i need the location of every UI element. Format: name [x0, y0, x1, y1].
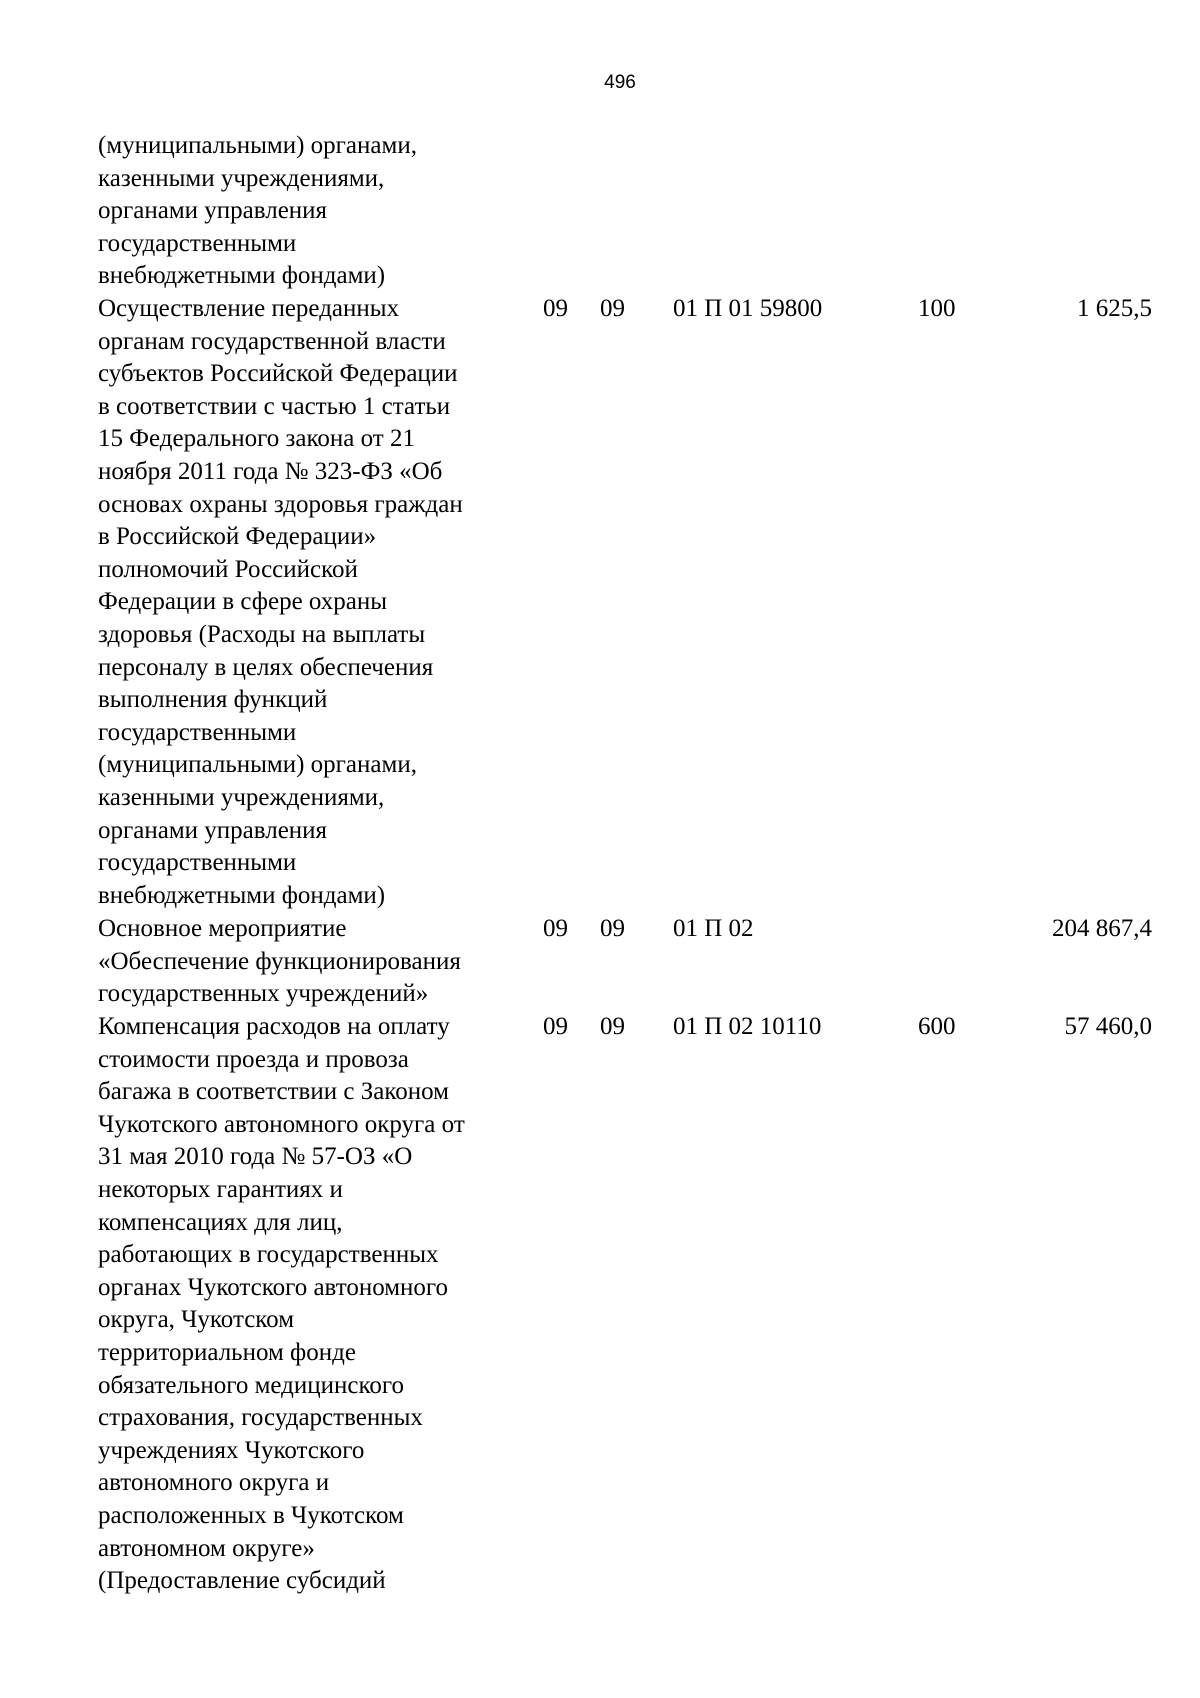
row-description: (муниципальными) органами, казенными учреждениями, органами управления государственными внебюджетными фондами) [98, 132, 417, 290]
row-description: Основное мероприятие «Обеспечение функционирования государственных учреждений» [98, 915, 461, 1008]
row-amount: 1 625,5 [1077, 295, 1152, 322]
row-description: Осуществление переданных органам государственной власти субъектов Российской Федерации в соответствии с частью 1 статьи 15 Федерального закона от 21 ноября 2011 года № 323-ФЗ «Об основах охраны здоровья граждан в Российской Федерации» полномочий Российской Федерации в сфере охраны здоровья (Расходы на выплаты персоналу в целях обеспечения выполнения функций государственными (муниципальными) органами, казенными учреждениями, органами управления государственными внебюджетными фондами) [98, 295, 463, 909]
row-amount: 204 867,4 [1052, 915, 1152, 942]
row-subsection-code: 09 [600, 1013, 625, 1040]
row-amount: 57 460,0 [1064, 1013, 1152, 1040]
row-subsection-code: 09 [600, 295, 625, 322]
row-target-article-code: 01 П 01 59800 [673, 295, 823, 322]
row-section-code: 09 [543, 295, 568, 322]
row-subsection-code: 09 [600, 915, 625, 942]
row-section-code: 09 [543, 1013, 568, 1040]
row-target-article-code: 01 П 02 [673, 915, 754, 942]
row-section-code: 09 [543, 915, 568, 942]
row-expense-type-code: 100 [918, 295, 956, 322]
row-expense-type-code: 600 [918, 1013, 956, 1040]
row-description: Компенсация расходов на оплату стоимости проезда и провоза багажа в соответствии с Законом Чукотского автономного округа от 31 мая 2010 года № 57-ОЗ «О некоторых гарантиях и компенсациях для лиц, работающих в государственных органах Чукотского автономного округа, Чукотском территориальном фонде обязательного медицинского страхования, государственных учреждениях Чукотского автономного округа и расположенных в Чукотском автономном округе» (Предоставление субсидий [98, 1013, 465, 1595]
row-target-article-code: 01 П 02 10110 [673, 1013, 822, 1040]
page-number: 496 [604, 72, 636, 93]
